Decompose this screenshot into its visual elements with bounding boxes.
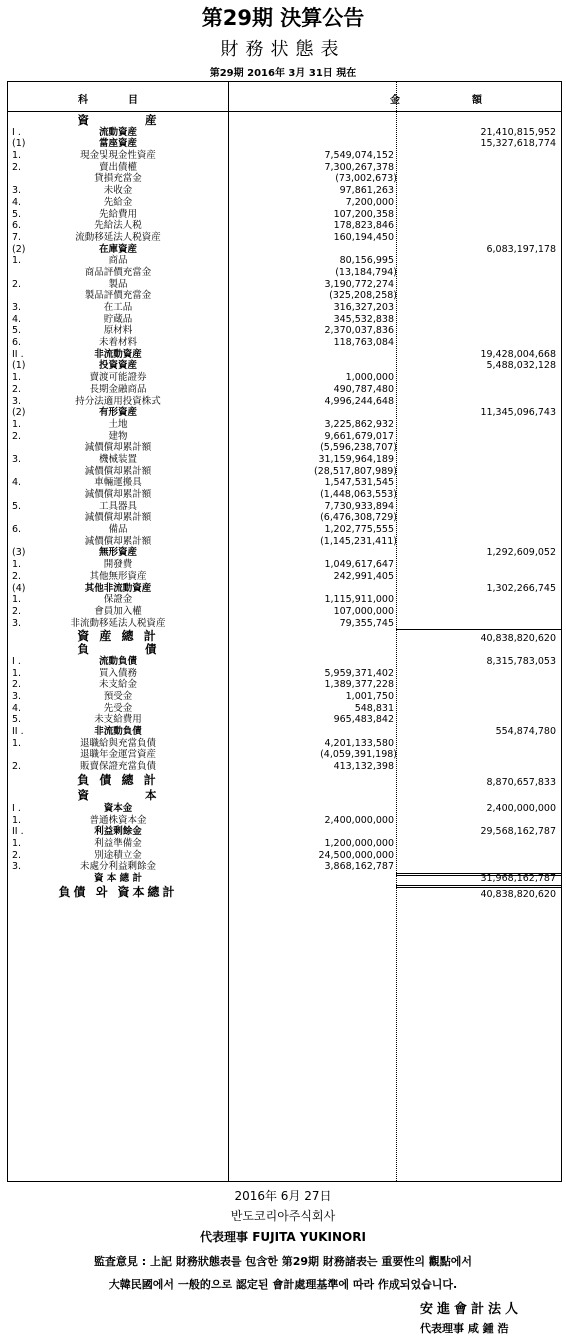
- row-amount-total: 1,292,609,052: [486, 547, 556, 559]
- row-label: 現金및現金性資産: [80, 150, 156, 162]
- row-index: 3.: [12, 302, 22, 313]
- table-row: [8, 803, 561, 815]
- row-index: 6.: [12, 524, 22, 536]
- row-index: (2): [12, 407, 26, 419]
- row-amount-detail: 107,200,358: [333, 208, 394, 220]
- table-row: [8, 861, 561, 873]
- row-label: 備品: [108, 524, 128, 536]
- footer-date: 2016年 6月 27日: [234, 1189, 332, 1203]
- row-label: 退職給與充當負債: [79, 737, 156, 749]
- row-index: 5.: [12, 325, 22, 337]
- row-label: 原材料: [103, 325, 133, 337]
- row-label: 持分法適用投資株式: [75, 395, 161, 407]
- row-amount-total: 8,870,657,833: [486, 776, 556, 788]
- row-label: 退職年金運営資産: [79, 749, 156, 761]
- row-label: 資 本 總 計: [94, 872, 142, 884]
- table-row: [8, 501, 561, 513]
- row-amount-total: 15,327,618,774: [480, 138, 556, 150]
- row-index: (3): [12, 547, 26, 559]
- row-label: 工具器具: [98, 500, 137, 512]
- row-amount-detail: 5,959,371,402: [324, 667, 394, 679]
- row-index: 1.: [12, 737, 22, 749]
- row-amount-detail: 1,200,000,000: [324, 837, 394, 849]
- row-index: 1.: [12, 559, 22, 571]
- table-row: [8, 726, 561, 738]
- row-label: 賣出債權: [98, 161, 137, 173]
- table-row: [8, 349, 561, 361]
- row-index: 3.: [12, 185, 22, 197]
- table-row: [8, 279, 561, 291]
- row-amount-detail: (6,476,308,729): [320, 512, 397, 524]
- row-index: (2): [12, 243, 26, 255]
- table-row: [8, 668, 561, 680]
- table-row: [8, 618, 561, 630]
- row-label: 別途積立金: [94, 849, 142, 861]
- row-label: 保證金: [103, 594, 133, 606]
- row-label: 減價償却累計額: [84, 465, 152, 477]
- row-index: 2.: [12, 161, 22, 173]
- ceo-name: 代表理事 FUJITA YUKINORI: [200, 1230, 366, 1244]
- table-header: [8, 82, 561, 112]
- row-index: (1): [12, 138, 26, 150]
- row-index: 3.: [12, 453, 22, 465]
- row-label: 先受金: [103, 702, 133, 714]
- table-row: [8, 407, 561, 419]
- row-label: 在庫資産: [98, 243, 137, 255]
- table-row: [8, 290, 561, 302]
- company-name: 반도코리아주식회사: [230, 1209, 336, 1223]
- header-item: 科目: [78, 95, 178, 106]
- row-amount-detail: 1,001,750: [345, 691, 394, 702]
- table-row: [8, 477, 561, 489]
- row-amount-total: 40,838,820,620: [480, 888, 556, 900]
- table-row: [8, 826, 561, 838]
- table-row: [8, 547, 561, 559]
- table-row: [8, 442, 561, 454]
- table-row: [8, 372, 561, 384]
- table-row: [8, 559, 561, 571]
- row-label: 資 産: [77, 113, 159, 127]
- table-row: [8, 594, 561, 606]
- row-amount-detail: 1,389,377,228: [324, 679, 394, 691]
- row-label: 減價償却累計額: [84, 442, 152, 454]
- table-row: [8, 173, 561, 185]
- audit-opinion-line-2: 大韓民國에서 一般的으로 認定된 會計處理基準에 따라 作成되었습니다.: [108, 1278, 458, 1291]
- row-label: 負 債 總 計: [77, 772, 159, 787]
- table-row: [8, 466, 561, 478]
- row-index: 2.: [12, 430, 22, 442]
- table-row: [8, 761, 561, 773]
- row-index: 7.: [12, 231, 22, 243]
- row-index: 5.: [12, 714, 22, 726]
- row-index: 2.: [12, 278, 22, 290]
- table-row: [8, 691, 561, 703]
- row-label: 土地: [108, 418, 128, 430]
- header-amount-b: 額: [472, 95, 482, 106]
- row-label: 非流動移延法人税資産: [70, 617, 166, 629]
- row-amount-detail: 1,115,911,000: [324, 594, 394, 606]
- row-label: 貯蔵品: [103, 313, 133, 325]
- row-label: 未處分利益剰餘金: [79, 861, 156, 873]
- row-label: 未支給金: [98, 679, 137, 691]
- row-amount-total: 11,345,096,743: [480, 407, 556, 419]
- row-amount-detail: 3,868,162,787: [324, 861, 394, 873]
- row-index: 4.: [12, 702, 22, 714]
- row-label: 利益剰餘金: [94, 826, 142, 838]
- row-index: 1.: [12, 255, 22, 267]
- row-amount-detail: 9,661,679,017: [324, 430, 394, 442]
- row-index: II .: [12, 826, 24, 838]
- row-index: 2.: [12, 605, 22, 617]
- row-label: 當座資産: [98, 138, 137, 150]
- row-label: 製品評價充當金: [84, 290, 152, 302]
- row-index: 4.: [12, 196, 22, 208]
- row-amount-detail: 31,159,964,189: [318, 453, 394, 465]
- row-label: 流動負債: [98, 655, 137, 667]
- row-label: 建物: [108, 430, 128, 442]
- row-amount-detail: 2,400,000,000: [324, 814, 394, 826]
- table-row: [8, 873, 561, 885]
- table-row: [8, 419, 561, 431]
- row-amount-detail: (1,448,063,553): [320, 489, 397, 500]
- row-label: 資本金: [103, 802, 133, 814]
- row-amount-total: 2,400,000,000: [486, 802, 556, 814]
- row-amount-detail: 178,823,846: [333, 220, 394, 232]
- row-index: II .: [12, 726, 24, 738]
- table-row: [8, 738, 561, 750]
- row-index: 4.: [12, 477, 22, 489]
- row-label: 開發費: [103, 559, 133, 571]
- row-amount-detail: 413,132,398: [333, 761, 394, 773]
- row-amount-total: 40,838,820,620: [480, 633, 556, 645]
- row-label: 有形資産: [98, 407, 137, 419]
- table-row: [8, 255, 561, 267]
- row-label: 非流動負債: [94, 726, 142, 738]
- row-label: 在工品: [103, 302, 133, 313]
- row-index: 6.: [12, 337, 22, 349]
- table-row: [8, 714, 561, 726]
- table-row: [8, 185, 561, 197]
- row-amount-detail: 80,156,995: [339, 255, 394, 267]
- row-amount-detail: 2,370,037,836: [324, 325, 394, 337]
- table-row: [8, 679, 561, 691]
- row-amount-detail: (4,059,391,198): [320, 749, 397, 761]
- row-amount-total: 6,083,197,178: [486, 243, 556, 255]
- row-label: 買入債務: [98, 667, 137, 679]
- table-row: [8, 209, 561, 221]
- row-index: 2.: [12, 761, 22, 773]
- document-subtitle: 財務状態表: [220, 39, 346, 60]
- table-row: [8, 524, 561, 536]
- table-row: [8, 325, 561, 337]
- auditor-ceo: 代表理事 咸 鍾 浩: [420, 1322, 509, 1335]
- row-label: 未支給費用: [94, 714, 142, 726]
- row-label: 先給金: [103, 196, 133, 208]
- row-index: I .: [12, 655, 21, 667]
- row-label: 流動資産: [98, 126, 137, 138]
- row-label: 負 債: [77, 642, 159, 657]
- row-label: 會員加入權: [94, 605, 142, 617]
- row-amount-detail: 1,000,000: [345, 372, 394, 384]
- table-row: [8, 454, 561, 466]
- row-amount-detail: 3,190,772,274: [324, 278, 394, 290]
- table-row: [8, 314, 561, 326]
- row-amount-total: 1,302,266,745: [486, 582, 556, 594]
- table-row: [8, 197, 561, 209]
- row-label: 賣渡可能證券: [89, 372, 147, 384]
- row-amount-detail: 4,996,244,648: [324, 395, 394, 407]
- table-row: [8, 838, 561, 850]
- table-row: [8, 232, 561, 244]
- row-index: 1.: [12, 594, 22, 606]
- row-amount-detail: 160,194,450: [333, 231, 394, 243]
- row-label: 未收金: [103, 185, 133, 197]
- document-title: 第29期 決算公告: [201, 6, 365, 30]
- table-row: [8, 656, 561, 668]
- row-label: 貸損充當金: [94, 173, 142, 185]
- row-index: 2.: [12, 849, 22, 861]
- row-label: 製品: [108, 278, 128, 290]
- row-amount-detail: (28,517,807,989): [314, 465, 397, 477]
- row-label: 其他非流動資産: [84, 582, 152, 594]
- row-label: 商品: [108, 255, 128, 267]
- row-amount-detail: 1,049,617,647: [324, 559, 394, 571]
- row-label: 其他無形資産: [89, 570, 147, 582]
- table-row: [8, 773, 561, 788]
- row-label: 資 本: [77, 787, 159, 802]
- row-amount-detail: (73,002,673): [335, 173, 397, 185]
- audit-opinion-line-1: 監査意見 : 上記 財務狀態表를 包含한 第29期 財務諸表는 重要性의 觀點에서: [93, 1255, 473, 1268]
- row-index: 1.: [12, 814, 22, 826]
- total-rule: [396, 629, 561, 630]
- row-amount-detail: (1,145,231,411): [320, 535, 397, 547]
- table-row: [8, 788, 561, 803]
- row-label: 非流動資産: [94, 348, 142, 360]
- table-row: [8, 815, 561, 827]
- row-index: 5.: [12, 500, 22, 512]
- row-amount-detail: 1,202,775,555: [324, 524, 394, 536]
- row-label: 無形資産: [98, 547, 137, 559]
- table-row: [8, 850, 561, 862]
- row-amount-detail: 345,532,838: [333, 313, 394, 325]
- row-label: 減價償却累計額: [84, 535, 152, 547]
- row-amount-detail: 490,787,480: [333, 383, 394, 395]
- report-date: 第29期 2016年 3月 31日 現在: [209, 68, 357, 79]
- row-amount-detail: 118,763,084: [333, 337, 394, 349]
- table-row: [8, 162, 561, 174]
- row-label: 先給費用: [98, 208, 137, 220]
- row-amount-detail: 3,225,862,932: [324, 418, 394, 430]
- row-index: I .: [12, 802, 21, 814]
- row-amount-detail: 97,861,263: [339, 185, 394, 197]
- row-amount-detail: (325,208,258): [329, 290, 397, 302]
- row-label: 預受金: [103, 691, 133, 702]
- row-index: I .: [12, 126, 21, 138]
- row-amount-detail: (13,184,794): [335, 266, 397, 278]
- table-row: [8, 267, 561, 279]
- row-amount-detail: 316,327,203: [333, 302, 394, 313]
- row-amount-detail: 242,991,405: [333, 570, 394, 582]
- row-amount-detail: 965,483,842: [333, 714, 394, 726]
- row-label: 普通株資本金: [89, 814, 147, 826]
- row-amount-detail: 7,300,267,378: [324, 161, 394, 173]
- table-row: [8, 606, 561, 618]
- row-index: 6.: [12, 220, 22, 232]
- row-index: 2.: [12, 679, 22, 691]
- row-label: 先給法人税: [94, 220, 142, 232]
- row-amount-total: 8,315,783,053: [486, 655, 556, 667]
- table-row: [8, 644, 561, 656]
- table-row: [8, 431, 561, 443]
- row-amount-detail: 7,730,933,894: [324, 500, 394, 512]
- row-index: 3.: [12, 617, 22, 629]
- row-label: 機械装置: [98, 453, 137, 465]
- auditor-name: 安進會計法人: [420, 1302, 523, 1317]
- table-row: [8, 749, 561, 761]
- table-row: [8, 220, 561, 232]
- row-amount-total: 31,968,162,787: [480, 872, 556, 884]
- row-index: 1.: [12, 372, 22, 384]
- row-index: 1.: [12, 150, 22, 162]
- row-amount-total: 29,568,162,787: [480, 826, 556, 838]
- row-amount-detail: 548,831: [354, 702, 394, 714]
- row-label: 減價償却累計額: [84, 489, 152, 500]
- row-amount-total: 19,428,004,668: [480, 348, 556, 360]
- row-label: 減價償却累計額: [84, 512, 152, 524]
- table-row: [8, 583, 561, 595]
- row-label: 負債 와 資本總計: [58, 884, 178, 899]
- balance-sheet-table: [7, 81, 562, 1182]
- row-label: 車輛運搬具: [94, 477, 142, 489]
- row-index: 1.: [12, 837, 22, 849]
- table-row: [8, 536, 561, 548]
- row-label: 未着材料: [98, 337, 137, 349]
- row-amount-detail: 1,547,531,545: [324, 477, 394, 489]
- row-label: 資 産 總 計: [77, 629, 159, 644]
- row-amount-detail: 107,000,000: [333, 605, 394, 617]
- row-amount-detail: 24,500,000,000: [318, 849, 394, 861]
- table-row: [8, 337, 561, 349]
- row-index: 3.: [12, 861, 22, 873]
- table-row: [8, 150, 561, 162]
- row-index: 1.: [12, 667, 22, 679]
- row-amount-total: 5,488,032,128: [486, 360, 556, 372]
- row-amount-total: 21,410,815,952: [480, 126, 556, 138]
- row-label: 長期金融商品: [89, 383, 147, 395]
- row-label: 販賣保證充當負債: [79, 761, 156, 773]
- table-row: [8, 885, 561, 900]
- row-amount-detail: 7,549,074,152: [324, 150, 394, 162]
- table-row: [8, 512, 561, 524]
- row-amount-detail: 79,355,745: [339, 617, 394, 629]
- row-index: 3.: [12, 395, 22, 407]
- table-body: [8, 115, 561, 900]
- table-row: [8, 302, 561, 314]
- table-row: [8, 244, 561, 256]
- table-row: [8, 115, 561, 127]
- table-row: [8, 489, 561, 501]
- table-row: [8, 396, 561, 408]
- row-index: 3.: [12, 691, 22, 702]
- table-row: [8, 384, 561, 396]
- table-row: [8, 571, 561, 583]
- row-index: (1): [12, 360, 26, 372]
- row-label: 流動移延法人税資産: [75, 231, 161, 243]
- table-row: [8, 360, 561, 372]
- row-label: 利益準備金: [94, 837, 142, 849]
- row-index: 1.: [12, 418, 22, 430]
- row-label: 投資資産: [98, 360, 137, 372]
- row-amount-detail: 4,201,133,580: [324, 737, 394, 749]
- row-amount-detail: 7,200,000: [345, 196, 394, 208]
- table-row: [8, 703, 561, 715]
- header-amount-a: 金: [390, 95, 400, 106]
- row-amount-total: 554,874,780: [495, 726, 556, 738]
- row-amount-detail: (5,596,238,707): [320, 442, 397, 454]
- row-index: 2.: [12, 383, 22, 395]
- row-index: II .: [12, 348, 24, 360]
- row-index: 5.: [12, 208, 22, 220]
- row-index: 2.: [12, 570, 22, 582]
- table-row: [8, 127, 561, 139]
- table-row: [8, 138, 561, 150]
- row-index: (4): [12, 582, 26, 594]
- row-index: 4.: [12, 313, 22, 325]
- row-label: 商品評價充當金: [84, 266, 152, 278]
